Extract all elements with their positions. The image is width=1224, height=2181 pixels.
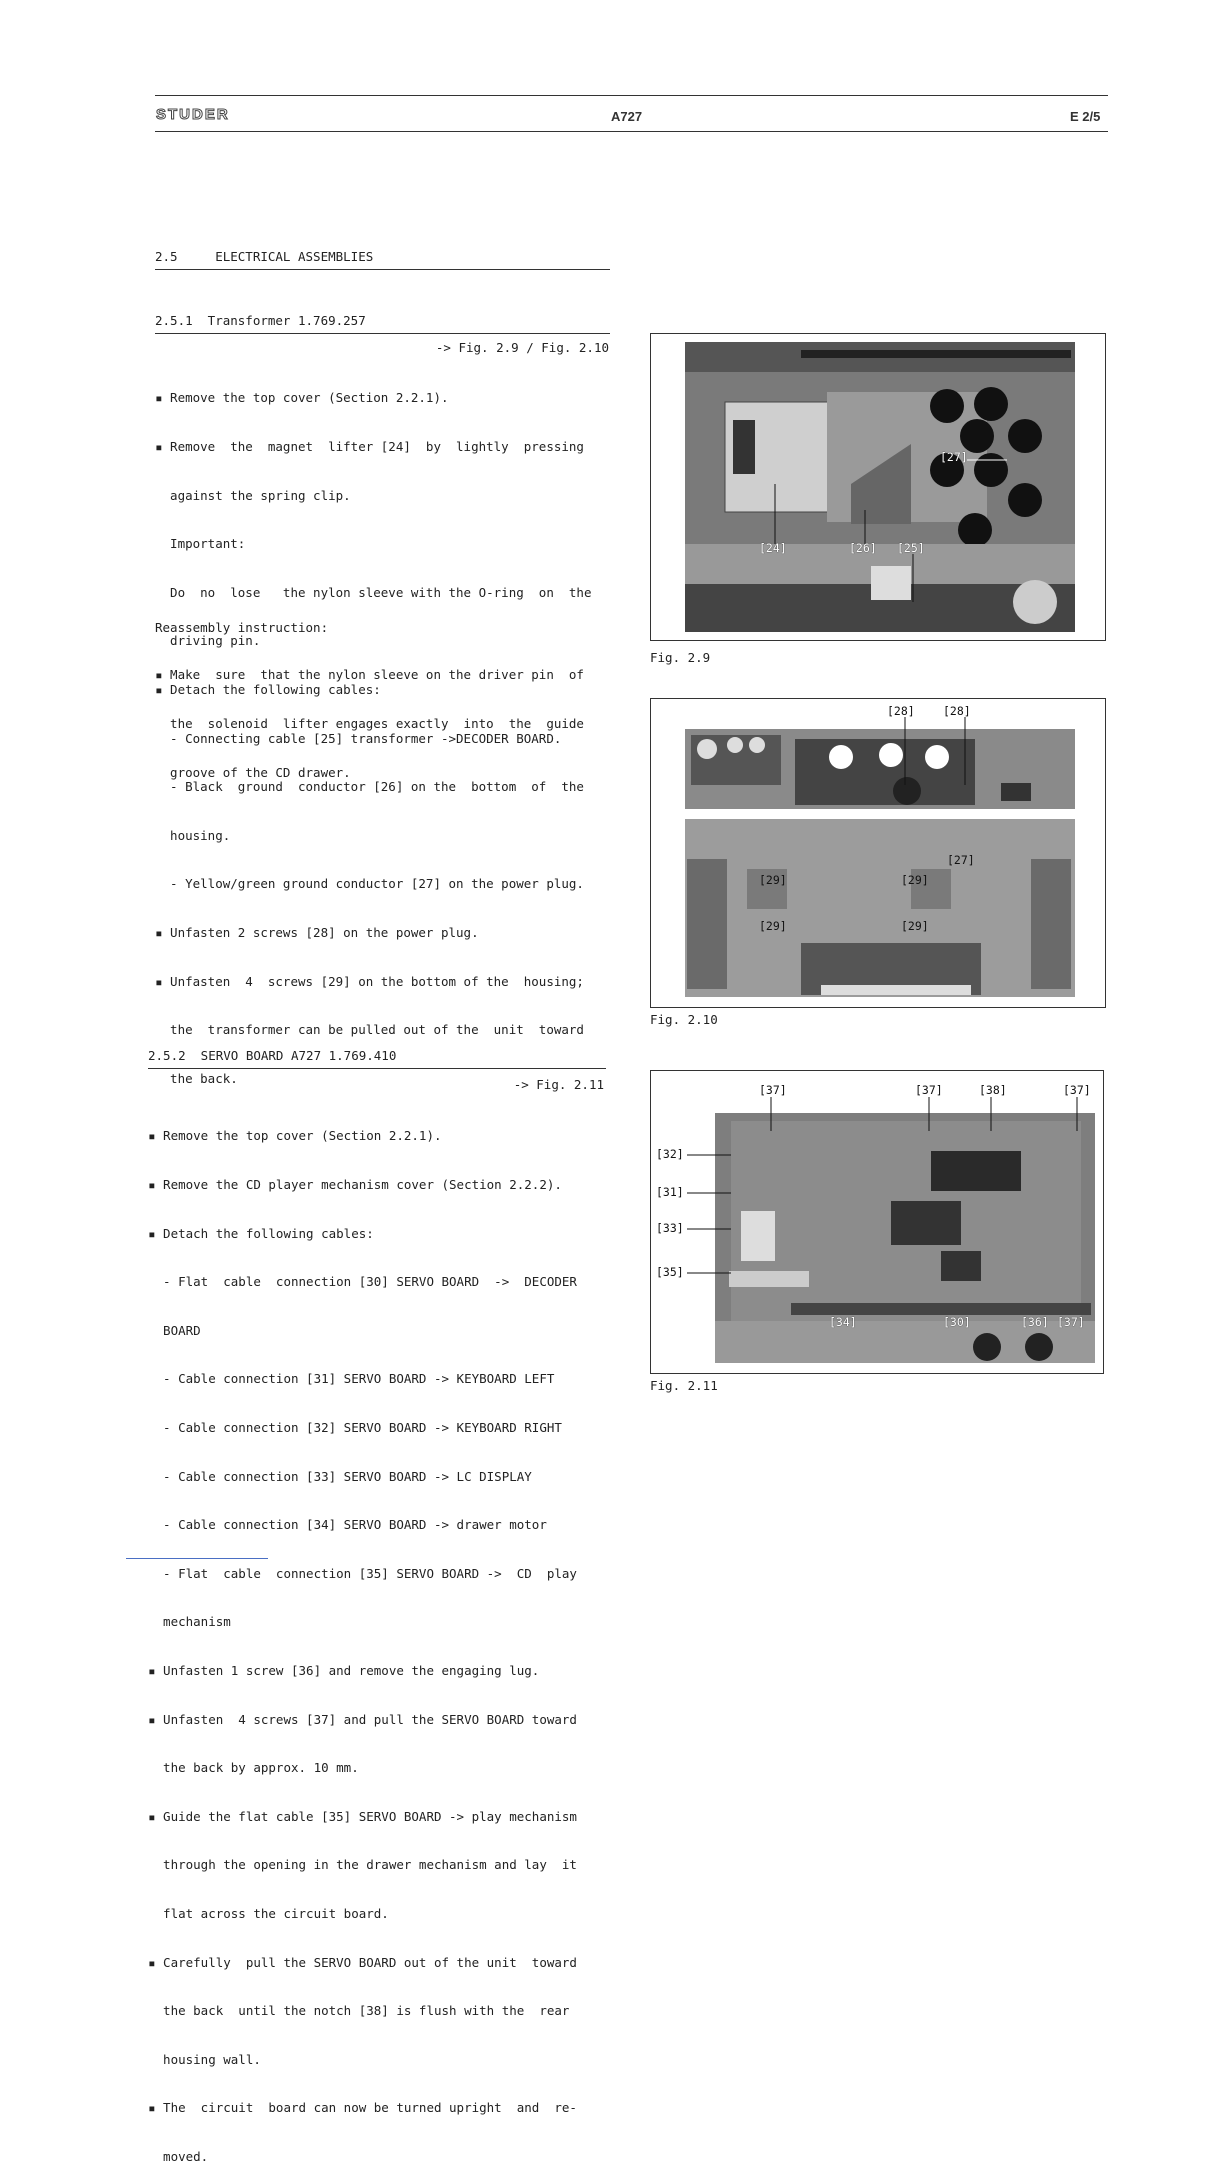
callout-29-top-left: [29] bbox=[759, 873, 787, 887]
body-line: groove of the CD drawer. bbox=[155, 764, 351, 780]
body-line: ▪ Remove the top cover (Section 2.2.1). bbox=[148, 1128, 442, 1144]
callout-29-bottom-left: [29] bbox=[759, 919, 787, 933]
body-line: ▪ Detach the following cables: bbox=[148, 1225, 374, 1241]
section-2-5-2-body bbox=[148, 1096, 577, 2181]
callout-28-right: [28] bbox=[943, 704, 971, 718]
callout-35: [35] bbox=[656, 1265, 684, 1279]
reassembly-body bbox=[155, 635, 584, 797]
callout-34: [34] bbox=[829, 1315, 857, 1329]
callout-30: [30] bbox=[943, 1315, 971, 1329]
body-line: - Connecting cable [25] transformer ->DECODER BOARD. bbox=[155, 730, 562, 746]
body-line: ▪ Remove the CD player mechanism cover (Section 2.2.2). bbox=[148, 1177, 562, 1192]
callout-25: [25] bbox=[897, 541, 925, 555]
callout-32: [32] bbox=[656, 1147, 684, 1161]
section-2-5-1-rule bbox=[155, 333, 610, 334]
section-2-5-1-title: 2.5.1 Transformer 1.769.257 bbox=[155, 313, 366, 328]
body-line: BOARD bbox=[148, 1322, 201, 1338]
body-line: Do no lose the nylon sleeve with the O-ring on the bbox=[155, 584, 592, 600]
body-line: Important: bbox=[155, 536, 246, 552]
section-2-5-1-figure-ref: -> Fig. 2.9 / Fig. 2.10 bbox=[435, 340, 609, 355]
body-line: - Black ground conductor [26] on the bottom of the bbox=[155, 779, 584, 795]
body-line: ▪ Remove the top cover (Section 2.2.1). bbox=[155, 390, 449, 406]
callout-27: [27] bbox=[947, 853, 975, 867]
figure-2-11 bbox=[650, 1070, 1104, 1374]
reassembly-title: Reassembly instruction: bbox=[155, 620, 329, 635]
page-number: E 2/5 bbox=[1070, 109, 1101, 124]
body-line: housing. bbox=[155, 827, 231, 843]
body-line: against the spring clip. bbox=[155, 487, 351, 503]
body-line: ▪ The circuit board can now be turned upright and re- bbox=[148, 2100, 577, 2116]
footer-line bbox=[126, 1558, 268, 1559]
body-line: the transformer can be pulled out of the unit toward bbox=[155, 1022, 584, 1038]
section-2-5-rule bbox=[155, 269, 610, 270]
body-line: the back. bbox=[155, 1070, 238, 1086]
body-line: driving pin. bbox=[155, 633, 261, 649]
body-line: ▪ Detach the following cables: bbox=[155, 681, 381, 697]
brand-logo: STUDER bbox=[156, 106, 230, 123]
body-line: mechanism bbox=[148, 1614, 231, 1630]
callout-38: [38] bbox=[979, 1083, 1007, 1097]
section-2-5-2-rule bbox=[148, 1068, 606, 1069]
callout-29-bottom-right: [29] bbox=[901, 919, 929, 933]
figure-2-9-photo bbox=[651, 334, 1105, 640]
callout-29-top-right: [29] bbox=[901, 873, 929, 887]
body-line: - Cable connection [32] SERVO BOARD -> KEYBOARD RIGHT bbox=[148, 1419, 562, 1435]
callout-37-c: [37] bbox=[1063, 1083, 1091, 1097]
figure-2-10-photo bbox=[651, 699, 1105, 1007]
callout-33: [33] bbox=[656, 1221, 684, 1235]
figure-2-11-caption: Fig. 2.11 bbox=[650, 1378, 718, 1393]
body-line: housing wall. bbox=[148, 2051, 261, 2067]
figure-2-10-caption: Fig. 2.10 bbox=[650, 1012, 718, 1027]
callout-31: [31] bbox=[656, 1185, 684, 1199]
callout-26: [26] bbox=[849, 541, 877, 555]
section-2-5-2-figure-ref: -> Fig. 2.11 bbox=[513, 1077, 604, 1092]
figure-2-9-caption: Fig. 2.9 bbox=[650, 650, 711, 665]
body-line: ▪ Carefully pull the SERVO BOARD out of the unit toward bbox=[148, 1954, 577, 1970]
body-line: moved. bbox=[148, 2148, 209, 2164]
body-line: the solenoid lifter engages exactly into the guide bbox=[155, 716, 584, 731]
body-line: ▪ Unfasten 1 screw [36] and remove the engaging lug. bbox=[148, 1662, 540, 1678]
callout-37-d: [37] bbox=[1057, 1315, 1085, 1329]
body-line: - Flat cable connection [30] SERVO BOARD -> DECODER bbox=[148, 1274, 577, 1290]
figure-2-10 bbox=[650, 698, 1106, 1008]
section-2-5-title: 2.5 ELECTRICAL ASSEMBLIES bbox=[155, 249, 374, 264]
body-line: ▪ Make sure that the nylon sleeve on the driver pin of bbox=[155, 667, 584, 683]
callout-24: [24] bbox=[759, 541, 787, 555]
body-line: ▪ Unfasten 2 screws [28] on the power plug. bbox=[155, 924, 479, 940]
section-2-5-2-title: 2.5.2 SERVO BOARD A727 1.769.410 bbox=[148, 1048, 397, 1063]
callout-36: [36] bbox=[1021, 1315, 1049, 1329]
callout-27: [27] bbox=[940, 450, 968, 464]
callout-37-b: [37] bbox=[915, 1083, 943, 1097]
body-line: - Flat cable connection [35] SERVO BOARD -> CD play bbox=[148, 1565, 577, 1581]
body-line: - Cable connection [33] SERVO BOARD -> LC DISPLAY bbox=[148, 1468, 532, 1484]
callout-37-a: [37] bbox=[759, 1083, 787, 1097]
body-line: ▪ Unfasten 4 screws [29] on the bottom of the housing; bbox=[155, 973, 584, 989]
header-bottom-rule bbox=[155, 131, 1108, 132]
body-line: - Yellow/green ground conductor [27] on the power plug. bbox=[155, 876, 584, 892]
body-line: the back by approx. 10 mm. bbox=[148, 1760, 359, 1776]
model-label: A727 bbox=[611, 109, 643, 124]
callout-28-left: [28] bbox=[887, 704, 915, 718]
body-line: ▪ Guide the flat cable [35] SERVO BOARD -> play mechanism bbox=[148, 1808, 577, 1824]
body-line: ▪ Remove the magnet lifter [24] by lightly pressing bbox=[155, 439, 584, 454]
body-line: - Cable connection [34] SERVO BOARD -> drawer motor bbox=[148, 1517, 547, 1533]
figure-2-9 bbox=[650, 333, 1106, 641]
body-line: ▪ Unfasten 4 screws [37] and pull the SERVO BOARD toward bbox=[148, 1711, 577, 1727]
header-top-rule bbox=[155, 95, 1108, 96]
body-line: - Cable connection [31] SERVO BOARD -> KEYBOARD LEFT bbox=[148, 1371, 555, 1387]
body-line: flat across the circuit board. bbox=[148, 1905, 389, 1921]
body-line: the back until the notch [38] is flush with the rear bbox=[148, 2003, 570, 2019]
body-line: through the opening in the drawer mechanism and lay it bbox=[148, 1857, 577, 1873]
